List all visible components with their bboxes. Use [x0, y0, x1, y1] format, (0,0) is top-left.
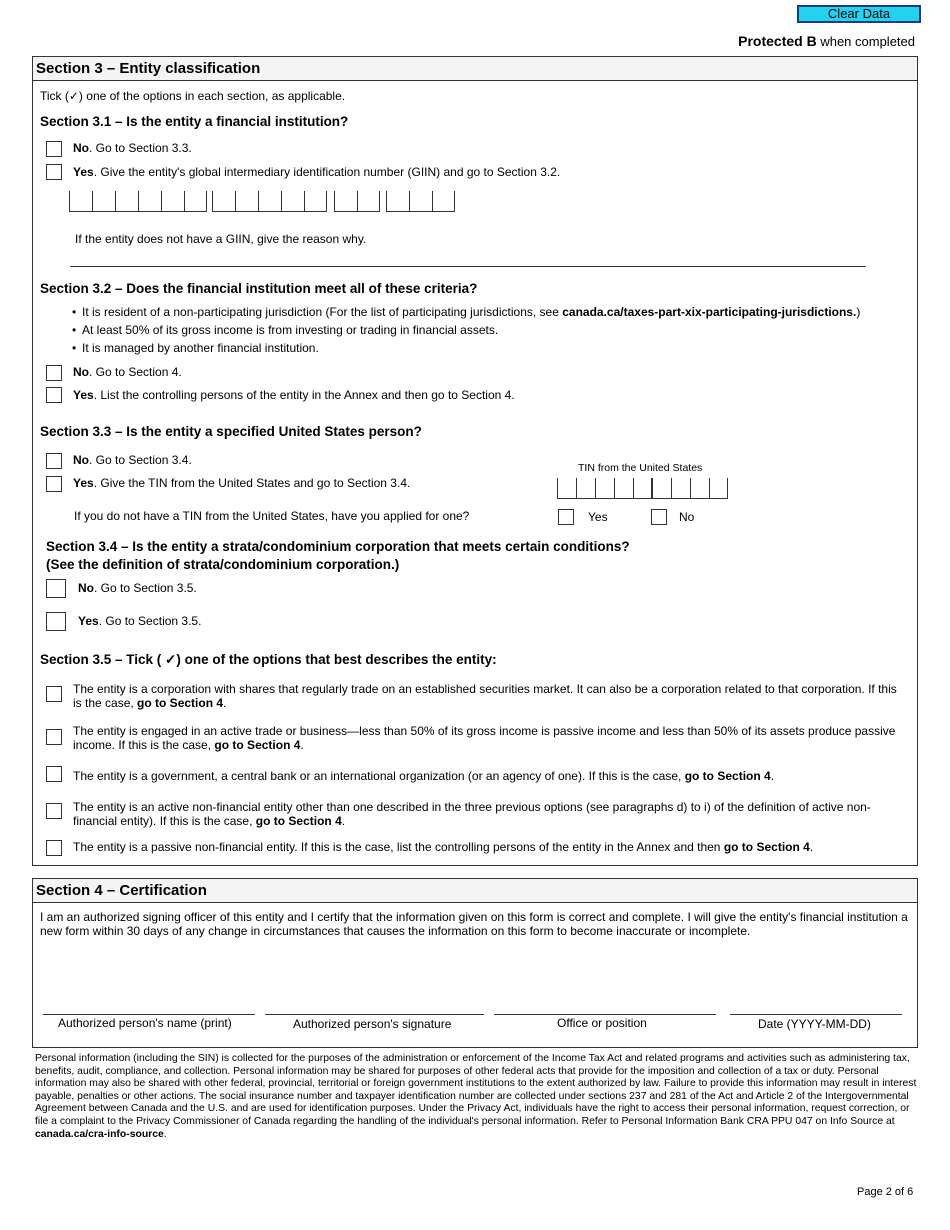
s33-no-checkbox[interactable]	[46, 453, 62, 469]
s33-yes-label: Yes. Give the TIN from the United States and go to Section 3.4.	[73, 476, 411, 490]
s31-no-label: No. Go to Section 3.3.	[73, 141, 192, 155]
office-position-label: Office or position	[557, 1016, 647, 1030]
s35-option-2-checkbox[interactable]	[46, 729, 62, 745]
section-3-5-title: Section 3.5 – Tick ( ✓) one of the options that best describes the entity:	[40, 652, 497, 667]
s35-option-4-label: The entity is an active non-financial entity other than one described in the three previous options (see paragraphs d) to i) of the definition of active non-financial entity). If this is the case, go to Section 4.	[73, 800, 871, 828]
privacy-notice: Personal information (including the SIN) is collected for the purposes of the administration or enforcement of the Income Tax Act and related programs and activities such as administering tax, benefits, audit, compliance, and collection. Personal information may be shared for purposes of other federal acts that provide for the imposition and collection of a tax or duty. Personal information may also be shared with other federal, provincial, territorial or foreign government institutions to the extent authorized by law. Failure to provide this information may result in interest payable, penalties or other actions. The social insurance number and taxpayer identification number are collected under sections 237 and 281 of the Act and Article 2 of the Intergovernmental Agreement between Canada and the U.S. and are used for identification purposes. Under the Privacy Act, individuals have the right to access their personal information, request correction, or file a complaint to the Privacy Commissioner of Canada regarding the handling of the individual's personal information. Refer to Personal Information Bank CRA PPU 047 on Info Source at canada.ca/cra-info-source.	[35, 1053, 917, 1140]
tin-us-label: TIN from the United States	[578, 462, 703, 474]
tin-us-input-group-2[interactable]	[652, 478, 728, 499]
giin-input-group-4[interactable]	[386, 191, 455, 212]
s35-option-4-checkbox[interactable]	[46, 803, 62, 819]
clear-data-button[interactable]: Clear Data	[797, 5, 921, 23]
s31-no-checkbox[interactable]	[46, 141, 62, 157]
s35-option-1-label: The entity is a corporation with shares that regularly trade on an established securities market. It can also be a corporation related to that corporation. If this is the case, go to Section 4.	[73, 682, 897, 710]
s31-yes-label: Yes. Give the entity's global intermediary identification number (GIIN) and go to Section 3.2.	[73, 165, 561, 179]
giin-input-group-1[interactable]	[69, 191, 207, 212]
tick-instruction: Tick (✓) one of the options in each section, as applicable.	[40, 89, 346, 103]
giin-reason-label: If the entity does not have a GIIN, give the reason why.	[75, 232, 367, 246]
s35-option-1-checkbox[interactable]	[46, 686, 62, 702]
date-input[interactable]	[730, 1014, 902, 1015]
s32-no-checkbox[interactable]	[46, 365, 62, 381]
signature-label: Authorized person's signature	[293, 1017, 452, 1031]
applied-no-label: No	[679, 510, 695, 524]
section-3-4-subtitle: (See the definition of strata/condominium corporation.)	[46, 557, 400, 572]
protected-b-label: Protected B when completed	[738, 33, 915, 49]
s35-option-5-label: The entity is a passive non-financial entity. If this is the case, list the controlling persons of the entity in the Annex and then go to Section 4.	[73, 840, 814, 854]
s34-no-label: No. Go to Section 3.5.	[78, 581, 197, 595]
s34-no-checkbox[interactable]	[46, 579, 66, 598]
s33-yes-checkbox[interactable]	[46, 476, 62, 492]
s31-yes-checkbox[interactable]	[46, 164, 62, 180]
office-position-input[interactable]	[494, 1014, 716, 1015]
s32-criterion-2: • At least 50% of its gross income is from investing or trading in financial assets.	[82, 323, 498, 337]
applied-yes-label: Yes	[588, 510, 608, 524]
certification-statement: I am an authorized signing officer of this entity and I certify that the information given on this form is correct and complete. I will give the entity's financial institution a new form within 30 days of any change in circumstances that causes the information on this form to become inaccurate or incomplete.	[40, 910, 908, 938]
s35-option-5-checkbox[interactable]	[46, 840, 62, 856]
section-3-title: Section 3 – Entity classification	[33, 57, 917, 81]
section-3-4-title: Section 3.4 – Is the entity a strata/condominium corporation that meets certain conditions?	[46, 539, 630, 554]
giin-input-group-2[interactable]	[212, 191, 327, 212]
s32-no-label: No. Go to Section 4.	[73, 365, 182, 379]
applied-tin-question: If you do not have a TIN from the United States, have you applied for one?	[74, 509, 470, 523]
signature-input[interactable]	[265, 1014, 484, 1015]
applied-no-checkbox[interactable]	[651, 509, 667, 525]
name-print-input[interactable]	[43, 1014, 255, 1015]
section-3-2-title: Section 3.2 – Does the financial institution meet all of these criteria?	[40, 281, 478, 296]
tin-us-input-group-1[interactable]	[557, 478, 652, 499]
s32-criterion-3: • It is managed by another financial institution.	[82, 341, 319, 355]
name-print-label: Authorized person's name (print)	[58, 1016, 232, 1030]
s34-yes-label: Yes. Go to Section 3.5.	[78, 614, 202, 628]
s32-yes-checkbox[interactable]	[46, 387, 62, 403]
cra-info-source-link[interactable]: canada.ca/cra-info-source	[35, 1128, 164, 1140]
date-label: Date (YYYY-MM-DD)	[758, 1017, 871, 1031]
s32-criterion-1: • It is resident of a non-participating jurisdiction (For the list of participating jurisdictions, see canada.ca/taxes-part-xix-participating-jurisdictions.)	[82, 305, 860, 319]
page-number: Page 2 of 6	[857, 1186, 914, 1198]
giin-reason-input[interactable]	[70, 266, 866, 267]
s34-yes-checkbox[interactable]	[46, 612, 66, 631]
s35-option-3-label: The entity is a government, a central bank or an international organization (or an agency of one). If this is the case, go to Section 4.	[73, 769, 775, 783]
s32-yes-label: Yes. List the controlling persons of the entity in the Annex and then go to Section 4.	[73, 388, 515, 402]
section-3-1-title: Section 3.1 – Is the entity a financial institution?	[40, 114, 349, 129]
section-4-title: Section 4 – Certification	[33, 879, 917, 903]
s33-no-label: No. Go to Section 3.4.	[73, 453, 192, 467]
section-3-3-title: Section 3.3 – Is the entity a specified United States person?	[40, 424, 422, 439]
applied-yes-checkbox[interactable]	[558, 509, 574, 525]
s35-option-2-label: The entity is engaged in an active trade or business—less than 50% of its gross income is passive income and less than 50% of its assets produce passive income. If this is the case, go to Section 4.	[73, 724, 896, 752]
s35-option-3-checkbox[interactable]	[46, 766, 62, 782]
giin-input-group-3[interactable]	[334, 191, 380, 212]
